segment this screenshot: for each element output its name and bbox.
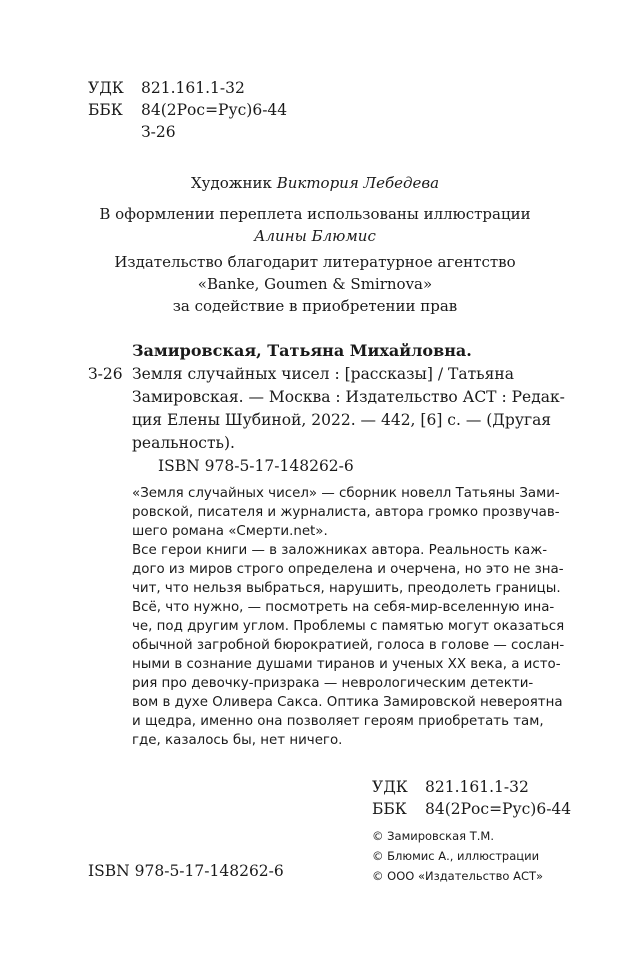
annotation-line: рия про девочку-призрака — неврологическим детекти- (132, 676, 534, 691)
udk-value: 821.161.1-32 (141, 79, 245, 97)
annotation-line: «Земля случайных чисел» — сборник новелл Татьяны Зами- (132, 486, 560, 501)
thanks-line-1: Издательство благодарит литературное агентство (114, 253, 516, 271)
copyright-block (372, 826, 543, 886)
annotation-line: где, казалось бы, нет ничего. (132, 733, 343, 748)
classification-top (88, 77, 287, 143)
annotation-line: ровской, писателя и журналиста, автора громко прозвучав- (132, 505, 560, 520)
udk-label: УДК (88, 79, 124, 97)
copyright-line: © Блюмис А., иллюстрации (372, 849, 540, 863)
bbk-row (88, 99, 287, 121)
classification-bottom (372, 776, 571, 820)
biblio-sign: З-26 (88, 365, 123, 383)
author-sign-row (88, 121, 287, 143)
bbk-value: 84(2Рос=Рус)6-44 (141, 101, 288, 119)
udk-label: УДК (372, 778, 408, 796)
rights-thanks (0, 251, 630, 317)
annotation-line: чит, что нельзя выбраться, нарушить, преодолеть границы. (132, 581, 561, 596)
biblio-line: реальность). (132, 434, 235, 452)
copyright-line: © Замировская Т.М. (372, 829, 494, 843)
annotation-line: Всё, что нужно, — посмотреть на себя-мир-вселенную ина- (132, 600, 555, 615)
biblio-isbn: ISBN 978-5-17-148262-6 (158, 457, 354, 475)
bbk-value: 84(2Рос=Рус)6-44 (425, 800, 572, 818)
udk-row (372, 776, 571, 798)
isbn-bottom: ISBN 978-5-17-148262-6 (88, 862, 284, 880)
thanks-line-3: за содействие в приобретении прав (172, 297, 458, 315)
artist-name: Виктория Лебедева (276, 174, 440, 192)
annotation-line: ными в сознание душами тиранов и ученых XX века, а исто- (132, 657, 561, 672)
annotation-line: шего романа «Смерти.net». (132, 524, 328, 539)
udk-row (88, 77, 287, 99)
author-sign: З-26 (141, 123, 176, 141)
artist-credit (0, 172, 630, 194)
bbk-label: ББК (372, 800, 407, 818)
annotation-line: дого из миров строго определена и очерчена, но это не зна- (132, 562, 564, 577)
bbk-label: ББК (88, 101, 123, 119)
thanks-line-2: «Banke, Goumen & Smirnova» (197, 275, 433, 293)
annotation-line: обычной загробной бюрократией, голоса в голове — сослан- (132, 638, 565, 653)
biblio-line: Земля случайных чисел : [рассказы] / Татьяна (132, 365, 514, 383)
annotation (132, 484, 564, 750)
biblio-line: ция Елены Шубиной, 2022. — 442, [6] с. — (Другая (132, 411, 552, 429)
annotation-line: че, под другим углом. Проблемы с памятью могут оказаться (132, 619, 565, 634)
artist-prefix: Художник (190, 174, 272, 192)
annotation-line: вом в духе Оливера Сакса. Оптика Замировской невероятна (132, 695, 563, 710)
cover-artist: Алины Блюмис (254, 227, 376, 245)
cover-line: В оформлении переплета использованы иллюстрации (99, 205, 531, 223)
author-heading: Замировская, Татьяна Михайловна. (132, 341, 472, 360)
biblio-description (132, 363, 565, 455)
copyright-line: © ООО «Издательство АСТ» (372, 869, 544, 883)
biblio-line: Замировская. — Москва : Издательство АСТ : Редак- (132, 388, 565, 406)
udk-value: 821.161.1-32 (425, 778, 529, 796)
annotation-line: и щедра, именно она позволяет героям приобретать там, (132, 714, 544, 729)
annotation-line: Все герои книги — в заложниках автора. Реальность каж- (132, 543, 548, 558)
cover-illustration-credit (0, 203, 630, 247)
bbk-row (372, 798, 571, 820)
